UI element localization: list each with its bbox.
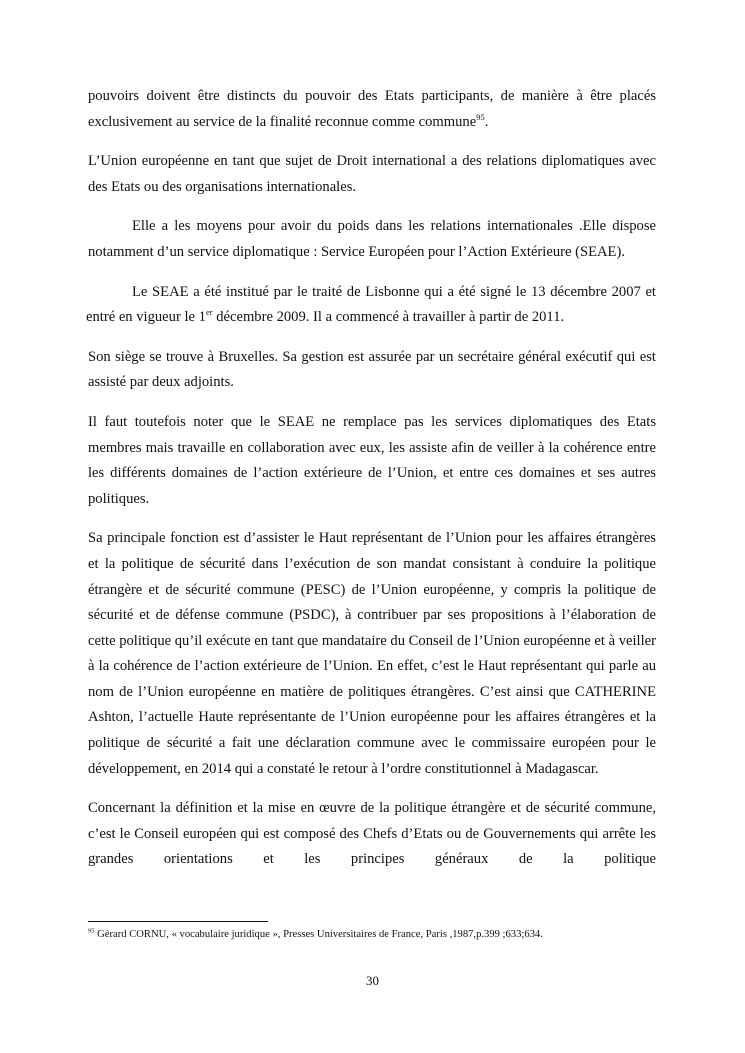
page-number: 30	[366, 973, 379, 988]
paragraph-2: L’Union européenne en tant que sujet de Droit international a des relations diplomatiques avec des Etats ou des organisations internationales.	[88, 153, 656, 195]
footnote-text: Gérard CORNU, « vocabulaire juridique », Presses Universitaires de France, Paris ,1987,p.399 ;633;634.	[94, 929, 543, 940]
page-body	[88, 84, 656, 887]
paragraph-4-line-2	[88, 305, 656, 331]
paragraph-4-line-2-end: décembre 2009. Il a commencé à travailler à partir de 2011.	[212, 309, 565, 326]
paragraph-6: Il faut toutefois noter que le SEAE ne remplace pas les services diplomatiques des Etats membres mais travaille en collaboration avec eux, les assiste afin de veiller à la cohérence entre les différents domaines de l’action extérieure de l’Union, et entre ces domaines et ses autres politiques.	[88, 413, 656, 507]
paragraph-3: Elle a les moyens pour avoir du poids dans les relations internationales .Elle dispose notamment d’un service diplomatique : Service Européen pour l’Action Extérieure (SEAE).	[88, 218, 656, 260]
paragraph-5: Son siège se trouve à Bruxelles. Sa gestion est assurée par un secrétaire général exécutif qui est assisté par deux adjoints.	[88, 348, 656, 391]
paragraph-4-line-1: Le SEAE a été institué par le traité de Lisbonne qui a été signé le 13 décembre 2007 et	[132, 283, 656, 300]
paragraph-1	[88, 84, 656, 135]
paragraph-7: Sa principale fonction est d’assister le Haut représentant de l’Union pour les affaires étrangères et la politique de sécurité dans l’exécution de son mandat consistant à conduire la politique étrangère et de sécurité commune (PESC) de l’Union européenne, y compris la politique de sécurité et de défense commune (PSDC), à contribuer par ses propositions à l’élaboration de cette politique qu’il exécute en tant que mandataire du Conseil de l’Union européenne et à veiller à la cohérence de l’action extérieure de l’Union. En effet, c’est le Haut représentant qui parle au nom de l’Union européenne en matière de politiques étrangères. C’est ainsi que CATHERINE Ashton, l’actuelle Haute représentante de l’Union européenne pour les affaires étrangères et la politique de sécurité a fait une déclaration commune avec le commissaire européen pour le développement, en 2014 qui a constaté le retour à l’ordre constitutionnel à Madagascar.	[88, 530, 656, 777]
footnote-reference[interactable]: 95	[476, 111, 485, 122]
footnote	[88, 928, 668, 942]
ordinal-superscript: er	[205, 307, 213, 318]
footnote-number: 95	[88, 927, 95, 935]
paragraph-4-line-2-start: entré en vigueur le 1	[86, 309, 206, 326]
footnote-separator	[88, 921, 268, 922]
paragraph-1-tail: .	[484, 113, 489, 130]
paragraph-4	[88, 280, 656, 331]
paragraph-8: Concernant la définition et la mise en œuvre de la politique étrangère et de sécurité commune, c’est le Conseil européen qui est composé des Chefs d’Etats ou de Gouvernements qui arrête les grandes orientations et les principes généraux de la politique	[88, 800, 656, 868]
paragraph-1-text: pouvoirs doivent être distincts du pouvoir des Etats participants, de manière à être placés exclusivement au service de la finalité reconnue comme commune	[88, 88, 656, 130]
